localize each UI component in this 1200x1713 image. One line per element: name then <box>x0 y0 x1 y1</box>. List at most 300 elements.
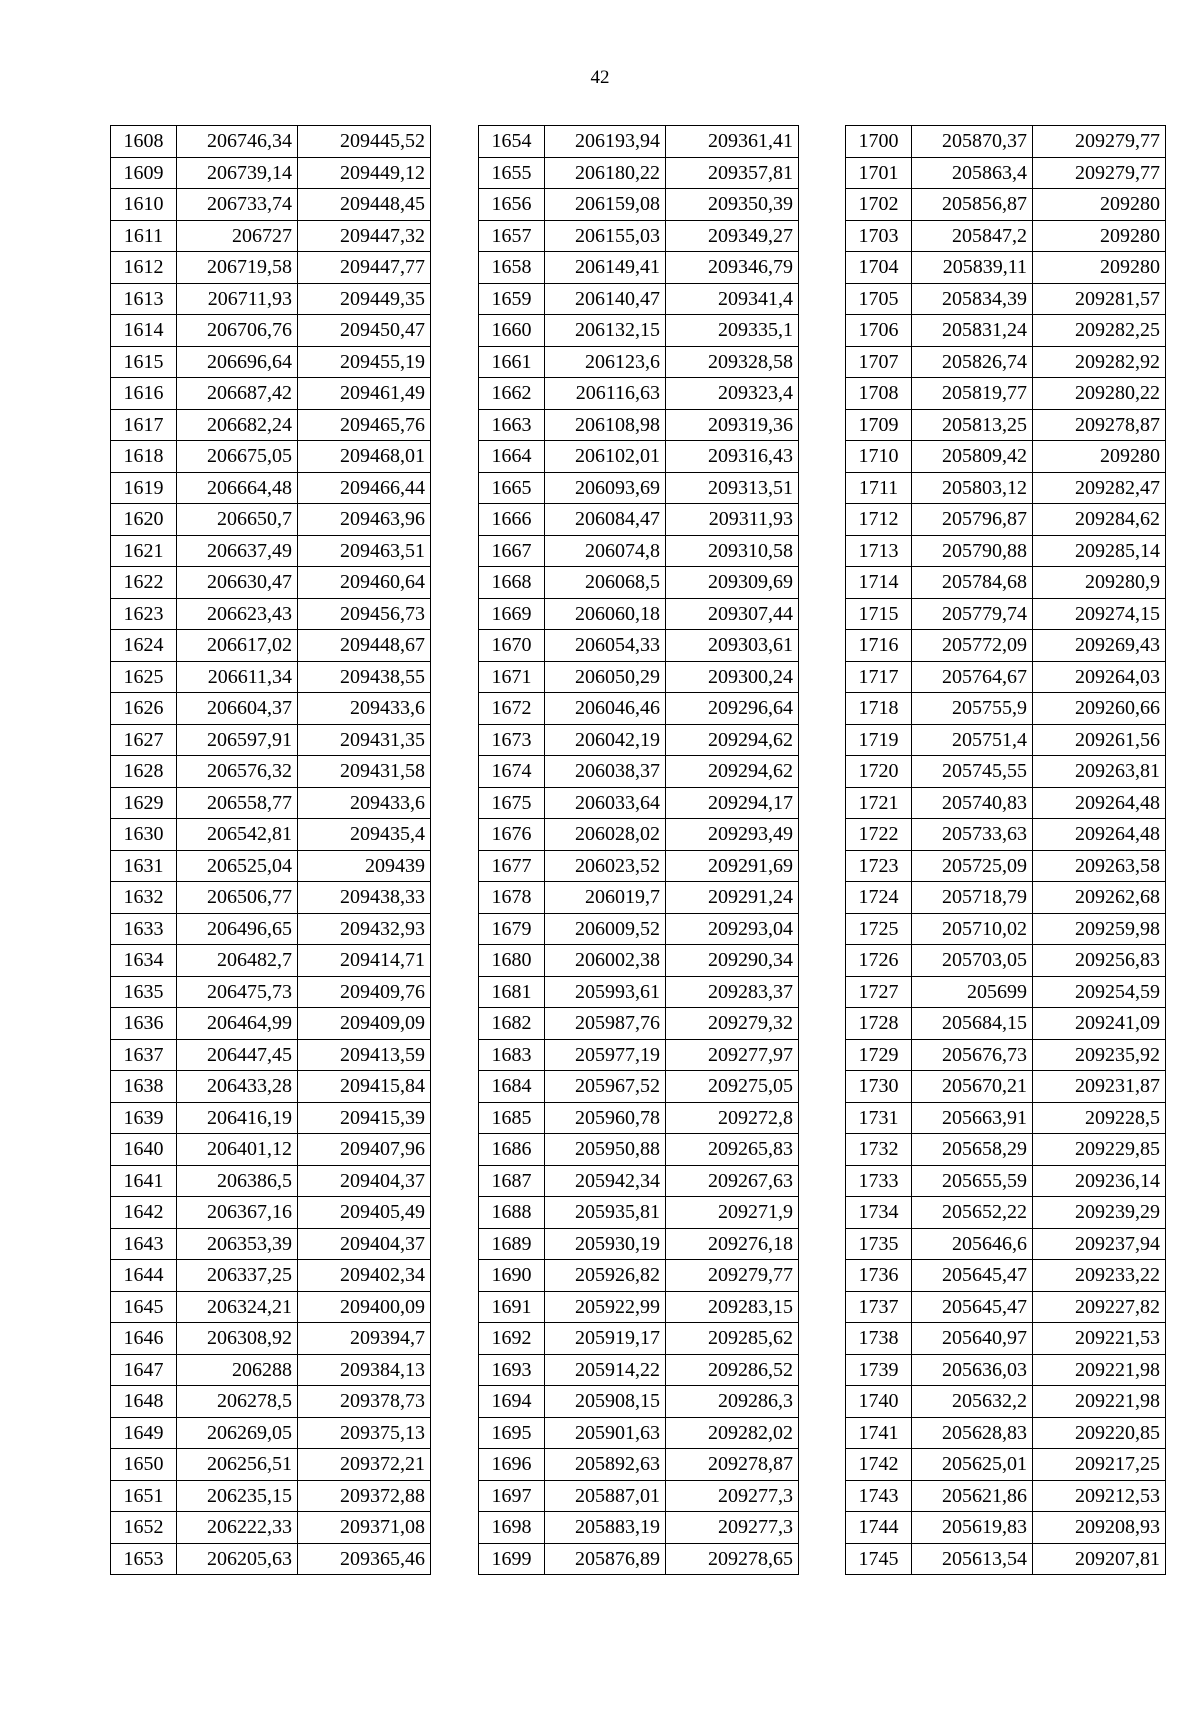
point-number-cell: 1722 <box>846 819 912 851</box>
table-row <box>479 1197 799 1229</box>
x-coordinate-cell: 205652,22 <box>912 1197 1033 1229</box>
table-row <box>111 913 431 945</box>
point-number-cell: 1694 <box>479 1386 545 1418</box>
table-row <box>479 1354 799 1386</box>
point-number-cell: 1691 <box>479 1291 545 1323</box>
point-number-cell: 1745 <box>846 1543 912 1575</box>
y-coordinate-cell: 209239,29 <box>1033 1197 1166 1229</box>
x-coordinate-cell: 205740,83 <box>912 787 1033 819</box>
x-coordinate-cell: 206617,02 <box>177 630 298 662</box>
table-row <box>111 346 431 378</box>
point-number-cell: 1629 <box>111 787 177 819</box>
x-coordinate-cell: 206050,29 <box>545 661 666 693</box>
table-row <box>479 157 799 189</box>
table-row <box>111 819 431 851</box>
x-coordinate-cell: 205967,52 <box>545 1071 666 1103</box>
y-coordinate-cell: 209286,52 <box>666 1354 799 1386</box>
table-row <box>846 598 1166 630</box>
point-number-cell: 1630 <box>111 819 177 851</box>
point-number-cell: 1659 <box>479 283 545 315</box>
table-row <box>479 378 799 410</box>
x-coordinate-cell: 206288 <box>177 1354 298 1386</box>
x-coordinate-cell: 205819,77 <box>912 378 1033 410</box>
table-row <box>479 1039 799 1071</box>
x-coordinate-cell: 205809,42 <box>912 441 1033 473</box>
x-coordinate-cell: 205663,91 <box>912 1102 1033 1134</box>
point-number-cell: 1651 <box>111 1480 177 1512</box>
point-number-cell: 1616 <box>111 378 177 410</box>
y-coordinate-cell: 209269,43 <box>1033 630 1166 662</box>
x-coordinate-cell: 206074,8 <box>545 535 666 567</box>
table-row <box>111 693 431 725</box>
x-coordinate-cell: 205839,11 <box>912 252 1033 284</box>
y-coordinate-cell: 209465,76 <box>298 409 431 441</box>
point-number-cell: 1667 <box>479 535 545 567</box>
table-row <box>846 157 1166 189</box>
y-coordinate-cell: 209405,49 <box>298 1197 431 1229</box>
y-coordinate-cell: 209207,81 <box>1033 1543 1166 1575</box>
y-coordinate-cell: 209357,81 <box>666 157 799 189</box>
point-number-cell: 1737 <box>846 1291 912 1323</box>
y-coordinate-cell: 209277,3 <box>666 1512 799 1544</box>
x-coordinate-cell: 205935,81 <box>545 1197 666 1229</box>
point-number-cell: 1658 <box>479 252 545 284</box>
table-row <box>846 378 1166 410</box>
table-row <box>111 1165 431 1197</box>
point-number-cell: 1637 <box>111 1039 177 1071</box>
point-number-cell: 1702 <box>846 189 912 221</box>
x-coordinate-cell: 206038,37 <box>545 756 666 788</box>
table-row <box>479 283 799 315</box>
table-row <box>111 157 431 189</box>
x-coordinate-cell: 205831,24 <box>912 315 1033 347</box>
table-row <box>111 504 431 536</box>
point-number-cell: 1707 <box>846 346 912 378</box>
point-number-cell: 1645 <box>111 1291 177 1323</box>
x-coordinate-cell: 206482,7 <box>177 945 298 977</box>
y-coordinate-cell: 209448,45 <box>298 189 431 221</box>
point-number-cell: 1705 <box>846 283 912 315</box>
y-coordinate-cell: 209254,59 <box>1033 976 1166 1008</box>
table-row <box>111 1386 431 1418</box>
point-number-cell: 1635 <box>111 976 177 1008</box>
point-number-cell: 1716 <box>846 630 912 662</box>
table-row <box>111 189 431 221</box>
y-coordinate-cell: 209261,56 <box>1033 724 1166 756</box>
point-number-cell: 1610 <box>111 189 177 221</box>
y-coordinate-cell: 209455,19 <box>298 346 431 378</box>
table-row <box>479 819 799 851</box>
point-number-cell: 1684 <box>479 1071 545 1103</box>
y-coordinate-cell: 209259,98 <box>1033 913 1166 945</box>
y-coordinate-cell: 209278,65 <box>666 1543 799 1575</box>
x-coordinate-cell: 205876,89 <box>545 1543 666 1575</box>
point-number-cell: 1619 <box>111 472 177 504</box>
point-number-cell: 1711 <box>846 472 912 504</box>
point-number-cell: 1615 <box>111 346 177 378</box>
table-row <box>479 787 799 819</box>
y-coordinate-cell: 209280 <box>1033 189 1166 221</box>
table-row <box>111 1134 431 1166</box>
point-number-cell: 1743 <box>846 1480 912 1512</box>
table-row <box>846 913 1166 945</box>
table-row <box>111 283 431 315</box>
x-coordinate-cell: 205950,88 <box>545 1134 666 1166</box>
page-number: 42 <box>590 67 610 88</box>
x-coordinate-cell: 205613,54 <box>912 1543 1033 1575</box>
y-coordinate-cell: 209235,92 <box>1033 1039 1166 1071</box>
x-coordinate-cell: 206433,28 <box>177 1071 298 1103</box>
y-coordinate-cell: 209365,46 <box>298 1543 431 1575</box>
table-row <box>846 126 1166 158</box>
table-row <box>111 882 431 914</box>
point-number-cell: 1653 <box>111 1543 177 1575</box>
table-row <box>111 976 431 1008</box>
table-row <box>479 535 799 567</box>
x-coordinate-cell: 205646,6 <box>912 1228 1033 1260</box>
table-row <box>846 630 1166 662</box>
point-number-cell: 1708 <box>846 378 912 410</box>
point-number-cell: 1709 <box>846 409 912 441</box>
table-row <box>111 1354 431 1386</box>
point-number-cell: 1632 <box>111 882 177 914</box>
table-row <box>846 1008 1166 1040</box>
table-row <box>111 1008 431 1040</box>
y-coordinate-cell: 209461,49 <box>298 378 431 410</box>
x-coordinate-cell: 206068,5 <box>545 567 666 599</box>
y-coordinate-cell: 209271,9 <box>666 1197 799 1229</box>
table-row <box>111 126 431 158</box>
y-coordinate-cell: 209313,51 <box>666 472 799 504</box>
y-coordinate-cell: 209433,6 <box>298 693 431 725</box>
table-row <box>479 1449 799 1481</box>
x-coordinate-cell: 206558,77 <box>177 787 298 819</box>
point-number-cell: 1621 <box>111 535 177 567</box>
x-coordinate-cell: 205863,4 <box>912 157 1033 189</box>
point-number-cell: 1631 <box>111 850 177 882</box>
x-coordinate-cell: 205684,15 <box>912 1008 1033 1040</box>
table-row <box>111 756 431 788</box>
point-number-cell: 1723 <box>846 850 912 882</box>
table-row <box>479 1512 799 1544</box>
x-coordinate-cell: 205856,87 <box>912 189 1033 221</box>
x-coordinate-cell: 206042,19 <box>545 724 666 756</box>
x-coordinate-cell: 205870,37 <box>912 126 1033 158</box>
point-number-cell: 1725 <box>846 913 912 945</box>
y-coordinate-cell: 209264,03 <box>1033 661 1166 693</box>
point-number-cell: 1744 <box>846 1512 912 1544</box>
y-coordinate-cell: 209279,32 <box>666 1008 799 1040</box>
point-number-cell: 1685 <box>479 1102 545 1134</box>
point-number-cell: 1698 <box>479 1512 545 1544</box>
x-coordinate-cell: 206687,42 <box>177 378 298 410</box>
y-coordinate-cell: 209217,25 <box>1033 1449 1166 1481</box>
point-number-cell: 1646 <box>111 1323 177 1355</box>
point-number-cell: 1657 <box>479 220 545 252</box>
table-row <box>846 441 1166 473</box>
x-coordinate-cell: 205636,03 <box>912 1354 1033 1386</box>
y-coordinate-cell: 209394,7 <box>298 1323 431 1355</box>
table-row <box>846 1512 1166 1544</box>
table-row <box>111 1449 431 1481</box>
table-row <box>479 1291 799 1323</box>
x-coordinate-cell: 206719,58 <box>177 252 298 284</box>
x-coordinate-cell: 205628,83 <box>912 1417 1033 1449</box>
table-row <box>846 1134 1166 1166</box>
point-number-cell: 1703 <box>846 220 912 252</box>
y-coordinate-cell: 209407,96 <box>298 1134 431 1166</box>
y-coordinate-cell: 209402,34 <box>298 1260 431 1292</box>
x-coordinate-cell: 205887,01 <box>545 1480 666 1512</box>
x-coordinate-cell: 205625,01 <box>912 1449 1033 1481</box>
x-coordinate-cell: 206386,5 <box>177 1165 298 1197</box>
x-coordinate-cell: 206149,41 <box>545 252 666 284</box>
table-row <box>846 945 1166 977</box>
x-coordinate-cell: 206180,22 <box>545 157 666 189</box>
point-number-cell: 1732 <box>846 1134 912 1166</box>
y-coordinate-cell: 209378,73 <box>298 1386 431 1418</box>
y-coordinate-cell: 209433,6 <box>298 787 431 819</box>
point-number-cell: 1634 <box>111 945 177 977</box>
y-coordinate-cell: 209282,25 <box>1033 315 1166 347</box>
table-row <box>846 850 1166 882</box>
y-coordinate-cell: 209310,58 <box>666 535 799 567</box>
table-row <box>111 1291 431 1323</box>
x-coordinate-cell: 206447,45 <box>177 1039 298 1071</box>
table-row <box>111 1071 431 1103</box>
point-number-cell: 1739 <box>846 1354 912 1386</box>
y-coordinate-cell: 209346,79 <box>666 252 799 284</box>
x-coordinate-cell: 205699 <box>912 976 1033 1008</box>
x-coordinate-cell: 206650,7 <box>177 504 298 536</box>
x-coordinate-cell: 206542,81 <box>177 819 298 851</box>
y-coordinate-cell: 209466,44 <box>298 472 431 504</box>
y-coordinate-cell: 209277,97 <box>666 1039 799 1071</box>
x-coordinate-cell: 205784,68 <box>912 567 1033 599</box>
point-number-cell: 1647 <box>111 1354 177 1386</box>
x-coordinate-cell: 206664,48 <box>177 472 298 504</box>
coordinate-table-2 <box>478 125 799 1575</box>
table-row <box>479 1228 799 1260</box>
y-coordinate-cell: 209460,64 <box>298 567 431 599</box>
x-coordinate-cell: 205892,63 <box>545 1449 666 1481</box>
y-coordinate-cell: 209371,08 <box>298 1512 431 1544</box>
point-number-cell: 1661 <box>479 346 545 378</box>
x-coordinate-cell: 206611,34 <box>177 661 298 693</box>
table-row <box>846 472 1166 504</box>
table-row <box>111 378 431 410</box>
table-row <box>479 724 799 756</box>
point-number-cell: 1715 <box>846 598 912 630</box>
y-coordinate-cell: 209241,09 <box>1033 1008 1166 1040</box>
table-row <box>479 945 799 977</box>
y-coordinate-cell: 209435,4 <box>298 819 431 851</box>
y-coordinate-cell: 209361,41 <box>666 126 799 158</box>
point-number-cell: 1677 <box>479 850 545 882</box>
table-row <box>846 976 1166 1008</box>
y-coordinate-cell: 209307,44 <box>666 598 799 630</box>
x-coordinate-cell: 206696,64 <box>177 346 298 378</box>
y-coordinate-cell: 209323,4 <box>666 378 799 410</box>
table-row <box>479 756 799 788</box>
point-number-cell: 1665 <box>479 472 545 504</box>
table-row <box>479 315 799 347</box>
y-coordinate-cell: 209414,71 <box>298 945 431 977</box>
point-number-cell: 1726 <box>846 945 912 977</box>
table-row <box>479 567 799 599</box>
x-coordinate-cell: 206733,74 <box>177 189 298 221</box>
point-number-cell: 1736 <box>846 1260 912 1292</box>
point-number-cell: 1674 <box>479 756 545 788</box>
x-coordinate-cell: 205977,19 <box>545 1039 666 1071</box>
point-number-cell: 1669 <box>479 598 545 630</box>
x-coordinate-cell: 206159,08 <box>545 189 666 221</box>
table-row <box>846 1291 1166 1323</box>
point-number-cell: 1626 <box>111 693 177 725</box>
point-number-cell: 1662 <box>479 378 545 410</box>
y-coordinate-cell: 209438,55 <box>298 661 431 693</box>
y-coordinate-cell: 209281,57 <box>1033 283 1166 315</box>
point-number-cell: 1638 <box>111 1071 177 1103</box>
point-number-cell: 1644 <box>111 1260 177 1292</box>
table-row <box>479 850 799 882</box>
point-number-cell: 1717 <box>846 661 912 693</box>
table-row <box>479 1260 799 1292</box>
point-number-cell: 1623 <box>111 598 177 630</box>
y-coordinate-cell: 209263,81 <box>1033 756 1166 788</box>
point-number-cell: 1731 <box>846 1102 912 1134</box>
x-coordinate-cell: 205790,88 <box>912 535 1033 567</box>
table-row <box>111 1102 431 1134</box>
x-coordinate-cell: 206353,39 <box>177 1228 298 1260</box>
y-coordinate-cell: 209286,3 <box>666 1386 799 1418</box>
table-row <box>479 693 799 725</box>
y-coordinate-cell: 209256,83 <box>1033 945 1166 977</box>
x-coordinate-cell: 206046,46 <box>545 693 666 725</box>
point-number-cell: 1681 <box>479 976 545 1008</box>
table-row <box>111 661 431 693</box>
point-number-cell: 1718 <box>846 693 912 725</box>
y-coordinate-cell: 209375,13 <box>298 1417 431 1449</box>
x-coordinate-cell: 205826,74 <box>912 346 1033 378</box>
table-row <box>479 220 799 252</box>
table-row <box>479 661 799 693</box>
x-coordinate-cell: 206324,21 <box>177 1291 298 1323</box>
point-number-cell: 1680 <box>479 945 545 977</box>
x-coordinate-cell: 206416,19 <box>177 1102 298 1134</box>
x-coordinate-cell: 205676,73 <box>912 1039 1033 1071</box>
table-row <box>479 1480 799 1512</box>
table-row <box>111 441 431 473</box>
table-row <box>111 535 431 567</box>
point-number-cell: 1614 <box>111 315 177 347</box>
x-coordinate-cell: 206054,33 <box>545 630 666 662</box>
table-row <box>846 504 1166 536</box>
y-coordinate-cell: 209279,77 <box>666 1260 799 1292</box>
y-coordinate-cell: 209294,62 <box>666 756 799 788</box>
x-coordinate-cell: 206028,02 <box>545 819 666 851</box>
point-number-cell: 1689 <box>479 1228 545 1260</box>
point-number-cell: 1714 <box>846 567 912 599</box>
x-coordinate-cell: 206193,94 <box>545 126 666 158</box>
point-number-cell: 1742 <box>846 1449 912 1481</box>
table-row <box>846 1386 1166 1418</box>
y-coordinate-cell: 209335,1 <box>666 315 799 347</box>
point-number-cell: 1636 <box>111 1008 177 1040</box>
y-coordinate-cell: 209294,17 <box>666 787 799 819</box>
point-number-cell: 1679 <box>479 913 545 945</box>
table-row <box>846 787 1166 819</box>
x-coordinate-cell: 206140,47 <box>545 283 666 315</box>
y-coordinate-cell: 209400,09 <box>298 1291 431 1323</box>
y-coordinate-cell: 209404,37 <box>298 1165 431 1197</box>
y-coordinate-cell: 209431,58 <box>298 756 431 788</box>
y-coordinate-cell: 209311,93 <box>666 504 799 536</box>
y-coordinate-cell: 209282,47 <box>1033 472 1166 504</box>
point-number-cell: 1719 <box>846 724 912 756</box>
y-coordinate-cell: 209282,02 <box>666 1417 799 1449</box>
table-row <box>846 1543 1166 1575</box>
x-coordinate-cell: 206746,34 <box>177 126 298 158</box>
table-row <box>846 1354 1166 1386</box>
point-number-cell: 1654 <box>479 126 545 158</box>
y-coordinate-cell: 209341,4 <box>666 283 799 315</box>
point-number-cell: 1741 <box>846 1417 912 1449</box>
table-row <box>111 472 431 504</box>
y-coordinate-cell: 209449,12 <box>298 157 431 189</box>
point-number-cell: 1727 <box>846 976 912 1008</box>
x-coordinate-cell: 205930,19 <box>545 1228 666 1260</box>
table-row <box>846 693 1166 725</box>
table-row <box>479 1134 799 1166</box>
x-coordinate-cell: 205813,25 <box>912 409 1033 441</box>
x-coordinate-cell: 206308,92 <box>177 1323 298 1355</box>
table-row <box>846 1039 1166 1071</box>
y-coordinate-cell: 209409,76 <box>298 976 431 1008</box>
y-coordinate-cell: 209264,48 <box>1033 787 1166 819</box>
x-coordinate-cell: 206102,01 <box>545 441 666 473</box>
y-coordinate-cell: 209233,22 <box>1033 1260 1166 1292</box>
point-number-cell: 1695 <box>479 1417 545 1449</box>
x-coordinate-cell: 206367,16 <box>177 1197 298 1229</box>
point-number-cell: 1700 <box>846 126 912 158</box>
table-row <box>479 1543 799 1575</box>
x-coordinate-cell: 206401,12 <box>177 1134 298 1166</box>
point-number-cell: 1656 <box>479 189 545 221</box>
table-row <box>479 252 799 284</box>
x-coordinate-cell: 205670,21 <box>912 1071 1033 1103</box>
y-coordinate-cell: 209237,94 <box>1033 1228 1166 1260</box>
y-coordinate-cell: 209280 <box>1033 252 1166 284</box>
y-coordinate-cell: 209282,92 <box>1033 346 1166 378</box>
y-coordinate-cell: 209275,05 <box>666 1071 799 1103</box>
table-row <box>111 1417 431 1449</box>
x-coordinate-cell: 205710,02 <box>912 913 1033 945</box>
table-row <box>111 1260 431 1292</box>
x-coordinate-cell: 206506,77 <box>177 882 298 914</box>
y-coordinate-cell: 209384,13 <box>298 1354 431 1386</box>
x-coordinate-cell: 205922,99 <box>545 1291 666 1323</box>
y-coordinate-cell: 209221,53 <box>1033 1323 1166 1355</box>
x-coordinate-cell: 206269,05 <box>177 1417 298 1449</box>
y-coordinate-cell: 209236,14 <box>1033 1165 1166 1197</box>
table-row <box>846 724 1166 756</box>
table-row <box>846 882 1166 914</box>
point-number-cell: 1686 <box>479 1134 545 1166</box>
x-coordinate-cell: 205755,9 <box>912 693 1033 725</box>
y-coordinate-cell: 209276,18 <box>666 1228 799 1260</box>
x-coordinate-cell: 205632,2 <box>912 1386 1033 1418</box>
